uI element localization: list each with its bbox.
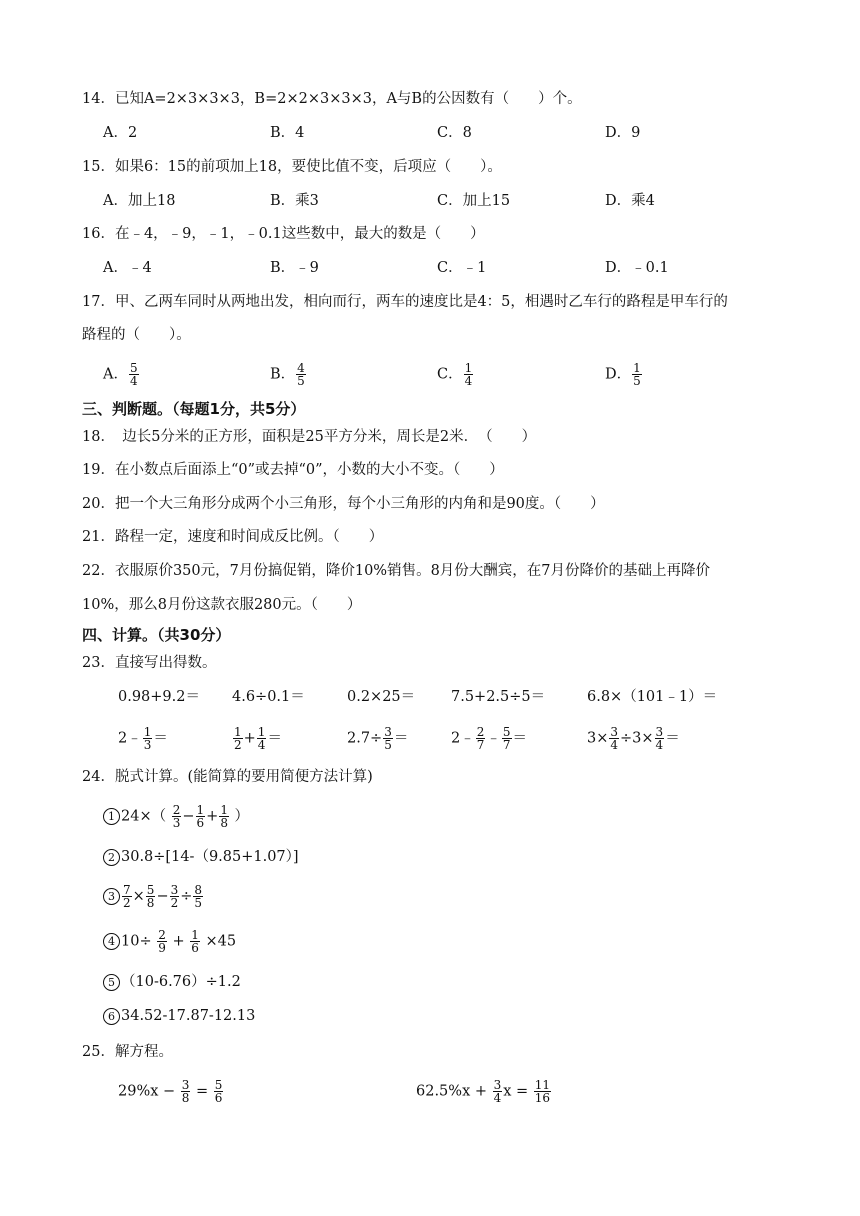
question-17 [82,292,728,312]
equation-2: 62.5%x + $\frac{3}{4}$ x = $\frac{11}{16}$ [416,1078,551,1105]
step-calc-1: 1 24×（ $\frac{2}{3}$ − $\frac{1}{6}$ + $\frac{1}{8}$ ） [103,804,249,829]
section-heading-judgement: 三、判断题。（每题1分，共5分） [82,400,306,418]
question-text: 在﹣4，﹣9，﹣1，﹣0.1这些数中，最大的数是（ ） [114,226,485,242]
question-number: 15． [82,159,115,175]
section-heading-calculation: 四、计算。（共30分） [82,626,231,644]
question-14 [82,89,582,109]
question-22: 22．衣服原价350元，7月份搞促销，降价10%销售。8月份大酬宾，在7月份降价的基础上再降价 [82,563,711,579]
q17-option-d: D． $\frac{1}{5}$ [605,361,641,388]
question-text: 已知A=2×3×3×3，B=2×2×3×3×3，A与B的公因数有（ ）个。 [114,91,582,107]
question-number: 16． [82,226,115,242]
calc-item-fraction: 2.7÷ $\frac{3}{5}$ ＝ [347,725,409,752]
question-20: 20．把一个大三角形分成两个小三角形，每个小三角形的内角和是90度。（ ） [82,496,605,512]
q14-option-d: D．9 [605,125,641,141]
calc-item-fraction: $\frac{1}{2}$ + $\frac{1}{4}$ ＝ [234,725,282,752]
step-calc-2: 2 30.8÷[14-（9.85+1.07）] [103,845,299,869]
q16-option-a: A．﹣4 [103,260,152,276]
question-number: 14． [82,91,115,107]
q17-option-a: A． $\frac{5}{4}$ [103,361,138,388]
calc-item-fraction: 2﹣ $\frac{1}{3}$ ＝ [118,725,168,752]
q15-option-c: C．加上15 [437,193,511,209]
q15-option-b: B．乘3 [270,193,319,209]
equation-1: 29%x − $\frac{3}{8}$ = $\frac{5}{6}$ [118,1078,223,1105]
q16-option-d: D．﹣0.1 [605,260,669,276]
question-22-continued: 10%，那么8月份这款衣服280元。（ ） [82,597,362,613]
calc-item: 6.8×（101﹣1）＝ [587,689,718,705]
q15-option-d: D．乘4 [605,193,655,209]
question-24-title: 24．脱式计算。(能简算的要用简便方法计算) [82,769,373,785]
q15-option-a: A．加上18 [103,193,176,209]
question-25-title: 25．解方程。 [82,1044,173,1060]
question-15 [82,157,502,177]
calc-item-fraction: 2﹣ $\frac{2}{7}$ ﹣ $\frac{5}{7}$ ＝ [451,725,528,752]
question-21: 21．路程一定，速度和时间成反比例。（ ） [82,529,384,545]
question-18: 18． 边长5分米的正方形，面积是25平方分米，周长是2米． （ ） [82,429,537,445]
question-19: 19．在小数点后面添上“0”或去掉“0”，小数的大小不变。（ ） [82,462,504,478]
step-calc-4: 4 10÷ $\frac{2}{9}$ + $\frac{1}{6}$ ×45 [103,929,236,954]
calc-item: 0.2×25＝ [347,689,416,705]
q14-option-a: A．2 [103,125,138,141]
q14-option-b: B．4 [270,125,305,141]
calc-item: 0.98+9.2＝ [118,689,200,705]
question-23-title: 23．直接写出得数。 [82,655,217,671]
step-calc-5: 5 （10-6.76）÷1.2 [103,970,241,994]
question-16 [82,224,485,244]
q16-option-b: B．﹣9 [270,260,319,276]
q16-option-c: C．﹣1 [437,260,487,276]
question-17-continued: 路程的（ ）。 [82,327,191,343]
q17-option-c: C． $\frac{1}{4}$ [437,361,473,388]
calc-item-fraction: 3× $\frac{3}{4}$ ÷3× $\frac{3}{4}$ ＝ [587,725,680,752]
question-number: 17． [82,294,115,310]
step-calc-3: 3 $\frac{7}{2}$ × $\frac{5}{8}$ − $\frac{3}{2}$ ÷ $\frac{8}{5}$ [103,884,204,909]
step-calc-6: 6 34.52-17.87-12.13 [103,1004,255,1028]
question-text: 甲、乙两车同时从两地出发，相向而行，两车的速度比是4：5，相遇时乙车行的路程是甲车行的 [114,294,728,310]
question-text: 如果6：15的前项加上18，要使比值不变，后项应（ ）。 [114,159,502,175]
q17-option-b: B． $\frac{4}{5}$ [270,361,305,388]
q14-option-c: C．8 [437,125,472,141]
calc-item: 4.6÷0.1＝ [232,689,305,705]
calc-item: 7.5+2.5÷5＝ [451,689,546,705]
